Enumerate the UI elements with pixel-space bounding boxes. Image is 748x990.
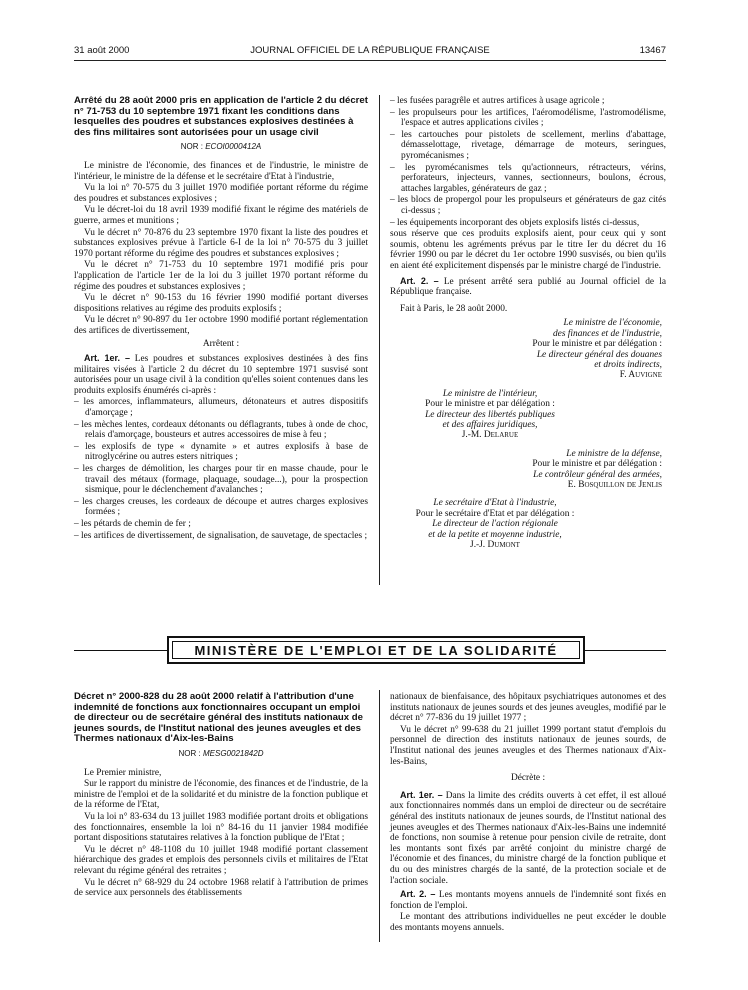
header-journal-title: JOURNAL OFFICIEL DE LA RÉPUBLIQUE FRANÇAISE — [250, 45, 490, 56]
ministry-heading: MINISTÈRE DE L'EMPLOI ET DE LA SOLIDARITÉ — [172, 641, 580, 659]
arrete-visa: Vu la loi n° 70-575 du 3 juillet 1970 modifiée portant réforme du régime des poudres et substances explosives ; — [74, 183, 368, 204]
list-item: – les blocs de propergol pour les propulseurs et générateurs de gaz cités ci-dessus ; — [390, 195, 666, 216]
signatory-name: J.-M. Delarue — [461, 430, 519, 441]
article-label: Art. 2. – — [400, 275, 439, 286]
decret-visa-continuation: nationaux de bienfaisance, des hôpitaux psychiatriques autonomes et des instituts nationaux de jeunes sourds et des jeunes aveugles, modifié par le décret n° 77-836 du 19 juillet 1977 ; — [390, 692, 666, 724]
arrete-intro: Le ministre de l'économie, des finances et de l'industrie, le ministre de l'intérieur, le ministre de la défense et le secrétaire d'Etat à l'industrie, — [74, 160, 368, 182]
decret-visa: Vu le décret n° 99-638 du 21 juillet 1999 portant statut d'emplois du personnel de direction des instituts nationaux de jeunes sourds, de l'Institut national des jeunes aveugles et des Thermes nationaux d'Aix-les-Bains, — [390, 724, 666, 767]
decret-article-1: Art. 1er. – Dans la limite des crédits ouverts à cet effet, il est alloué aux fonctionnaires nommés dans un emploi de directeur ou de secrétaire général des instituts nationaux de jeunes sourds, de l'Institut national des jeunes aveugles et des Thermes nationaux d'Aix-les-Bains une indemnité de fonctions, non soumise à retenue pour pension civile de retraite, dont les montants sont fixés par arrêté conjoint du ministre chargé de l'économie et des finances, du ministre chargé de la fonction publique et du ou des ministres chargés de la santé, de la protection sociale et de l'action sociale. — [390, 789, 667, 886]
arrete-nor: NOR : ECOI0000412A — [180, 142, 262, 152]
decret-article-2: Art. 2. – Les montants moyens annuels de l'indemnité sont fixés en fonction de l'emploi. — [390, 889, 667, 911]
signatory-name: E. Bosquillon de Jenlis — [567, 479, 662, 490]
running-header — [74, 45, 666, 59]
arrete-left-column — [74, 96, 368, 542]
decret-left-column — [74, 692, 368, 900]
list-item: – les cartouches pour pistolets de scellement, merlins d'abattage, démasselottage, rivetage, démarrage de moteurs, seringues, pyromécanismes ; — [390, 129, 666, 161]
arrete-visa: Vu le décret n° 90-153 du 16 février 1990 modifié portant diverses dispositions relatives au régime des produits explosifs ; — [74, 293, 368, 314]
column-divider-bottom — [379, 690, 380, 942]
arrete-arretent: Arrêtent : — [202, 339, 240, 350]
article-label: Art. 2. – — [400, 889, 436, 900]
arrete-date-place: Fait à Paris, le 28 août 2000. — [400, 303, 508, 314]
header-rule — [74, 60, 666, 61]
decret-visa: Sur le rapport du ministre de l'économie, des finances et de l'industrie, de la ministre de l'emploi et de la solidarité et du ministre de la fonction publique et de la réforme de l'Etat, — [74, 779, 368, 811]
arrete-visa: Vu le décret n° 70-876 du 23 septembre 1970 fixant la liste des poudres et substances explosives prévue à l'article 6-I de la loi n° 70-575 du 3 juillet 1970 portant réforme du régime des poudres et substances explosives ; — [74, 227, 368, 259]
decret-last-paragraph: Le montant des attributions individuelles ne peut excéder le double des montants moyens annuels. — [390, 912, 666, 933]
arrete-article-2: Art. 2. – Le présent arrêté sera publié au Journal officiel de la République française. — [390, 275, 667, 298]
arrete-title: Arrêté du 28 août 2000 pris en application de l'article 2 du décret n° 71-753 du 10 septembre 1971 fixant les conditions dans lesquelles des poudres et substances explosives destinées à des fins militaires sont autorisées pour un usage civil — [74, 95, 368, 138]
list-item: – les équipements incorporant des objets explosifs listés ci-dessus, — [390, 217, 640, 228]
arrete-visa: Vu le décret-loi du 18 avril 1939 modifié fixant le régime des matériels de guerre, armes et munitions ; — [74, 205, 368, 226]
list-item: – les charges de démolition, les charges pour tir en masse chaude, pour le travail des métaux (formage, plaquage, soudage...), pour la prospection sismique, pour le déclenchement d'avalanches ; — [74, 464, 368, 496]
decret-title: Décret n° 2000-828 du 28 août 2000 relatif à l'attribution d'une indemnité de fonctions aux fonctionnaires occupant un emploi de directeur ou de secrétaire général des instituts nationaux de jeunes sourds, de l'Institut national des jeunes aveugles et des Thermes nationaux d'Aix-les-Bains — [74, 691, 363, 745]
arrete-condition: sous réserve que ces produits explosifs aient, pour ceux qui y sont soumis, obtenu les agréments prévus par le titre Ier du décret du 16 février 1990 ou par le décret du 1er octobre 1990 susvisés, ou bien qu'ils en aient été explicitement dispensés par le ministre chargé de l'industrie. — [390, 229, 666, 271]
article-label: Art. 1er. – — [84, 353, 130, 364]
list-item: – les pyromécanismes tels qu'actionneurs, rétracteurs, vérins, perforateurs, injecteurs, vannes, sectionneurs, boulons, écrous, attaches largables, générateurs de gaz ; — [390, 162, 666, 194]
column-divider-top — [379, 95, 380, 585]
header-page-number: 13467 — [639, 45, 666, 56]
arrete-right-column — [390, 96, 666, 558]
arrete-nor-code: ECOI0000412A — [205, 142, 262, 152]
decret-right-column — [390, 692, 666, 934]
decret-visa: Vu la loi n° 83-634 du 13 juillet 1983 modifiée portant droits et obligations des fonctionnaires, ensemble la loi n° 84-16 du 11 janvier 1984 modifiée portant dispositions statutaires relatives à la fonction publique de l'Etat ; — [74, 811, 368, 844]
decret-intro: Le Premier ministre, — [84, 767, 162, 778]
list-item: – les artifices de divertissement, de signalisation, de sauvetage, de spectacles ; — [74, 530, 368, 541]
signature-block-interieur: Le ministre de l'intérieur, Pour le ministre et par délégation : Le directeur des libertés publiques et des affaires juridiques, J.-M. Delarue — [390, 389, 590, 441]
list-item: – les fusées paragrêle et autres artifices à usage agricole ; — [390, 96, 605, 106]
list-item: – les propulseurs pour les artifices, l'aéromodélisme, l'astromodélisme, l'espace et autres applications civiles ; — [390, 107, 666, 129]
ministry-heading-box — [167, 636, 585, 664]
list-item: – les amorces, inflammateurs, allumeurs, détonateurs et autres dispositifs d'amorçage ; — [74, 397, 368, 419]
list-item: – les mèches lentes, cordeaux détonants ou déflagrants, tubes à onde de choc, relais d'amorçage, bousteurs et autres accessoires de mise à feu ; — [74, 419, 368, 441]
decret-visa: Vu le décret n° 48-1108 du 10 juillet 1948 modifié portant classement hiérarchique des grades et emplois des personnels civils et militaires de l'Etat relevant du régime général des retraites ; — [74, 844, 368, 876]
arrete-visa: Vu le décret n° 90-897 du 1er octobre 1990 modifié portant réglementation des artifices de divertissement, — [74, 315, 368, 336]
signature-block-defense: Le ministre de la défense, Pour le ministre et par délégation : Le contrôleur général des armées, E. Bosquillon de Jenlis — [390, 449, 666, 491]
arrete-article-1: Art. 1er. – Les poudres et substances explosives destinées à des fins militaires visées à l'article 2 du décret du 10 septembre 1971 susvisé sont autorisées pour un usage civil à la condition qu'elles soient contenues dans les produits explosifs énumérés ci-après : — [74, 353, 369, 396]
signatory-name: J.-J. Dumont — [470, 540, 520, 550]
arrete-visa: Vu le décret n° 71-753 du 10 septembre 1971 modifié pris pour l'application de l'article 1er de la loi du 3 juillet 1970 portant réforme du régime des poudres et substances explosives ; — [74, 260, 368, 292]
signatory-name: F. Auvigne — [619, 370, 662, 381]
signature-block-industrie: Le secrétaire d'Etat à l'industrie, Pour le secrétaire d'Etat et par délégation : Le directeur de l'action régionale et de la petite et moyenne industrie, J.-J. Dumont — [390, 498, 600, 550]
list-item: – les charges creuses, les cordeaux de découpe et autres charges explosives formées ; — [74, 496, 368, 518]
decret-nor-code: MESG0021842D — [202, 748, 264, 758]
decret-nor: NOR : MESG0021842D — [178, 748, 264, 758]
list-item: – les pétards de chemin de fer ; — [74, 518, 191, 529]
decret-decrete: Décrète : — [510, 773, 546, 784]
article-label: Art. 1er. – — [400, 789, 443, 800]
header-date: 31 août 2000 — [74, 45, 130, 56]
decret-visa: Vu le décret n° 68-929 du 24 octobre 1968 relatif à l'attribution de primes de service aux personnels des établissements — [74, 877, 368, 899]
signature-block-economie: Le ministre de l'économie, des finances et de l'industrie, Pour le ministre et par délégation : Le directeur général des douanes et droits indirects, F. Auvigne — [390, 318, 666, 380]
list-item: – les explosifs de type « dynamite » et autres explosifs à base de nitroglycérine ou autres esters nitriques ; — [74, 441, 368, 463]
